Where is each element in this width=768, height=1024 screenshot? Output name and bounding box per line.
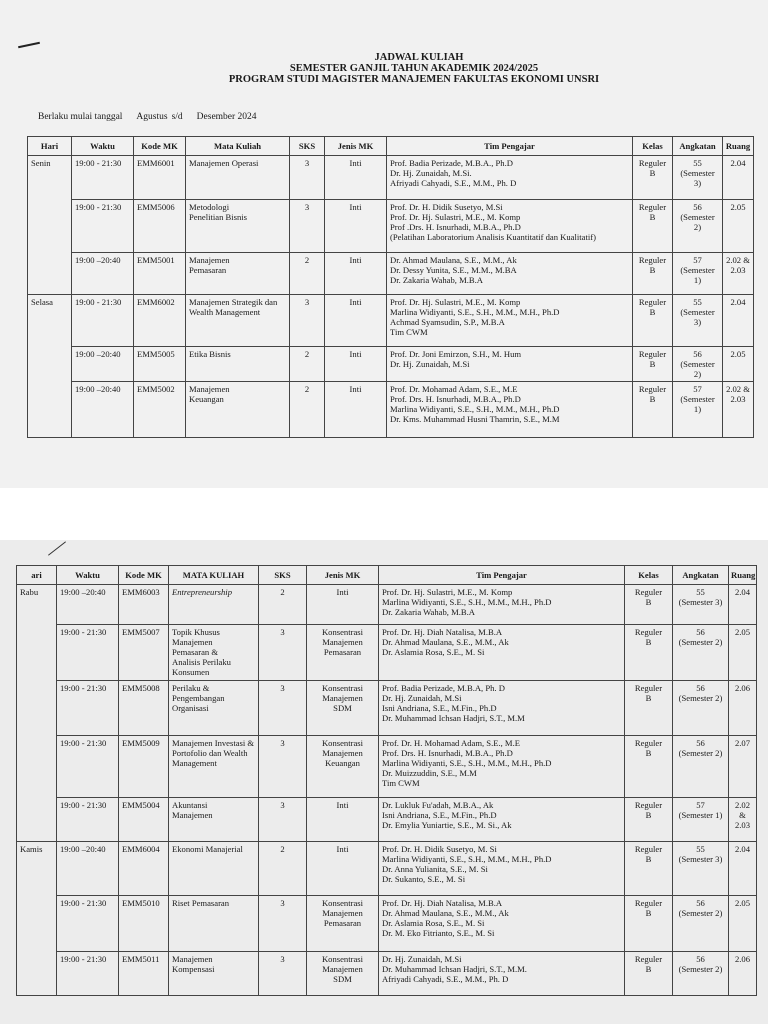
team-cell: Prof. Dr. H. Mohamad Adam, S.E., M.E Prof. Drs. H. Isnurhadi, M.B.A., Ph.D Marlina Widiyanti, S.E., S.H., M.M., M.H., Ph.D Dr. Muizzuddin, S.E., M.M Tim CWM bbox=[379, 736, 625, 798]
col-header: SKS bbox=[259, 566, 307, 585]
room-cell: 2.05 bbox=[723, 200, 754, 253]
team-cell: Dr. Lukluk Fu'adah, M.B.A., Ak Isni Andriana, S.E., M.Fin., Ph.D Dr. Emylia Yuniartie, S.E., M. Si., Ak bbox=[379, 798, 625, 842]
col-header: Angkatan bbox=[673, 137, 723, 156]
team-cell: Prof. Dr. Joni Emirzon, S.H., M. Hum Dr. Hj. Zunaidah, M.Si bbox=[387, 347, 633, 382]
col-header: Mata Kuliah bbox=[186, 137, 290, 156]
course-cell: Perilaku & Pengembangan Organisasi bbox=[169, 681, 259, 736]
code-cell: EMM5004 bbox=[119, 798, 169, 842]
type-cell: Inti bbox=[325, 295, 387, 347]
time-cell: 19:00 - 21:30 bbox=[57, 736, 119, 798]
cohort-cell: 56 (Semester 2) bbox=[673, 952, 729, 996]
col-header: Kelas bbox=[625, 566, 673, 585]
type-cell: Inti bbox=[325, 382, 387, 438]
day-cell: Senin bbox=[28, 156, 72, 295]
col-header: Ruang bbox=[729, 566, 757, 585]
room-cell: 2.02 & 2.03 bbox=[729, 798, 757, 842]
type-cell: Inti bbox=[325, 347, 387, 382]
code-cell: EMM6004 bbox=[119, 842, 169, 896]
sks-cell: 3 bbox=[259, 625, 307, 681]
room-cell: 2.04 bbox=[729, 842, 757, 896]
col-header: Ruang bbox=[723, 137, 754, 156]
validity-from: Agustus bbox=[136, 112, 168, 122]
team-cell: Prof. Dr. H. Didik Susetyo, M. Si Marlina Widiyanti, S.E., S.H., M.M., M.H., Ph.D Dr. Anna Yulianita, S.E., M. Si Dr. Sukanto, S.E., M. Si bbox=[379, 842, 625, 896]
course-cell: Etika Bisnis bbox=[186, 347, 290, 382]
cohort-cell: 56 (Semester 2) bbox=[673, 736, 729, 798]
course-cell: Metodologi Penelitian Bisnis bbox=[186, 200, 290, 253]
class-cell: Reguler B bbox=[625, 625, 673, 681]
class-cell: Reguler B bbox=[625, 681, 673, 736]
cohort-cell: 55 (Semester 3) bbox=[673, 842, 729, 896]
class-cell: Reguler B bbox=[633, 382, 673, 438]
room-cell: 2.02 & 2.03 bbox=[723, 253, 754, 295]
time-cell: 19:00 –20:40 bbox=[72, 253, 134, 295]
col-header: Tim Pengajar bbox=[379, 566, 625, 585]
code-cell: EMM5009 bbox=[119, 736, 169, 798]
course-cell: Riset Pemasaran bbox=[169, 896, 259, 952]
class-cell: Reguler B bbox=[633, 253, 673, 295]
table-row bbox=[17, 842, 757, 896]
validity-line bbox=[38, 112, 271, 122]
time-cell: 19:00 –20:40 bbox=[72, 382, 134, 438]
sks-cell: 3 bbox=[259, 896, 307, 952]
cohort-cell: 56 (Semester 2) bbox=[673, 347, 723, 382]
cohort-cell: 55 (Semester 3) bbox=[673, 156, 723, 200]
time-cell: 19:00 –20:40 bbox=[57, 842, 119, 896]
validity-sep: s/d bbox=[171, 112, 183, 122]
table-header-row bbox=[28, 137, 754, 156]
room-cell: 2.06 bbox=[729, 681, 757, 736]
sks-cell: 2 bbox=[290, 253, 325, 295]
time-cell: 19:00 –20:40 bbox=[72, 347, 134, 382]
sks-cell: 3 bbox=[259, 952, 307, 996]
type-cell: Konsentrasi Manajemen Pemasaran bbox=[307, 625, 379, 681]
team-cell: Dr. Hj. Zunaidah, M.Si Dr. Muhammad Ichsan Hadjri, S.T., M.M. Afriyadi Cahyadi, S.E., M.M., Ph. D bbox=[379, 952, 625, 996]
table-row bbox=[17, 798, 757, 842]
col-header: Kelas bbox=[633, 137, 673, 156]
class-cell: Reguler B bbox=[633, 200, 673, 253]
time-cell: 19:00 - 21:30 bbox=[72, 200, 134, 253]
col-header: MATA KULIAH bbox=[169, 566, 259, 585]
heading-program: PROGRAM STUDI MAGISTER MANAJEMEN FAKULTAS EKONOMI UNSRI bbox=[228, 74, 600, 85]
code-cell: EMM6001 bbox=[134, 156, 186, 200]
table-row bbox=[17, 952, 757, 996]
room-cell: 2.05 bbox=[729, 625, 757, 681]
time-cell: 19:00 - 21:30 bbox=[72, 295, 134, 347]
col-header: Waktu bbox=[57, 566, 119, 585]
day-cell: Selasa bbox=[28, 295, 72, 438]
class-cell: Reguler B bbox=[625, 952, 673, 996]
validity-label: Berlaku mulai tanggal bbox=[38, 112, 123, 122]
sks-cell: 3 bbox=[259, 681, 307, 736]
cohort-cell: 56 (Semester 2) bbox=[673, 200, 723, 253]
team-cell: Prof. Dr. Mohamad Adam, S.E., M.E Prof. Drs. H. Isnurhadi, M.B.A., Ph.D Marlina Widiyanti, S.E., S.H., M.M., M.H., Ph.D Dr. Kms. Muhammad Husni Thamrin, S.E., M.M bbox=[387, 382, 633, 438]
sks-cell: 3 bbox=[290, 156, 325, 200]
col-header: Angkatan bbox=[673, 566, 729, 585]
type-cell: Inti bbox=[325, 156, 387, 200]
class-cell: Reguler B bbox=[625, 842, 673, 896]
course-cell: Manajemen Keuangan bbox=[186, 382, 290, 438]
room-cell: 2.05 bbox=[729, 896, 757, 952]
course-cell: Ekonomi Manajerial bbox=[169, 842, 259, 896]
code-cell: EMM5010 bbox=[119, 896, 169, 952]
type-cell: Konsentrasi Manajemen Pemasaran bbox=[307, 896, 379, 952]
type-cell: Konsentrasi Manajemen Keuangan bbox=[307, 736, 379, 798]
team-cell: Dr. Ahmad Maulana, S.E., M.M., Ak Dr. Dessy Yunita, S.E., M.M., M.BA Dr. Zakaria Wahab, M.B.A bbox=[387, 253, 633, 295]
day-cell: Rabu bbox=[17, 585, 57, 842]
validity-to: Desember 2024 bbox=[196, 112, 257, 122]
table-row bbox=[28, 253, 754, 295]
code-cell: EMM5002 bbox=[134, 382, 186, 438]
time-cell: 19:00 - 21:30 bbox=[57, 798, 119, 842]
cohort-cell: 57 (Semester 1) bbox=[673, 253, 723, 295]
sks-cell: 3 bbox=[290, 200, 325, 253]
code-cell: EMM5006 bbox=[134, 200, 186, 253]
class-cell: Reguler B bbox=[633, 156, 673, 200]
time-cell: 19:00 - 21:30 bbox=[57, 952, 119, 996]
class-cell: Reguler B bbox=[633, 295, 673, 347]
course-cell: Manajemen Investasi & Portofolio dan Wealth Management bbox=[169, 736, 259, 798]
team-cell: Prof. Badia Perizade, M.B.A, Ph. D Dr. Hj. Zunaidah, M.Si Isni Andriana, S.E., M.Fin., Ph.D Dr. Muhammad Ichsan Hadjri, S.T., M.M bbox=[379, 681, 625, 736]
heading-semester: SEMESTER GANJIL TAHUN AKADEMIK 2024/2025 bbox=[289, 63, 539, 74]
cohort-cell: 56 (Semester 2) bbox=[673, 896, 729, 952]
sks-cell: 2 bbox=[259, 842, 307, 896]
code-cell: EMM5005 bbox=[134, 347, 186, 382]
time-cell: 19:00 - 21:30 bbox=[57, 625, 119, 681]
team-cell: Prof. Dr. H. Didik Susetyo, M.Si Prof. Dr. Hj. Sulastri, M.E., M. Komp Prof .Drs. H. Isnurhadi, M.B.A., Ph.D (Pelatihan Laboratorium Analisis Kuantitatif dan Kualitatif) bbox=[387, 200, 633, 253]
type-cell: Inti bbox=[307, 585, 379, 625]
cohort-cell: 57 (Semester 1) bbox=[673, 382, 723, 438]
type-cell: Inti bbox=[307, 798, 379, 842]
col-header: Jenis MK bbox=[325, 137, 387, 156]
table-row bbox=[17, 896, 757, 952]
col-header: Jenis MK bbox=[307, 566, 379, 585]
time-cell: 19:00 –20:40 bbox=[57, 585, 119, 625]
col-header: SKS bbox=[290, 137, 325, 156]
class-cell: Reguler B bbox=[625, 798, 673, 842]
type-cell: Konsentrasi Manajemen SDM bbox=[307, 681, 379, 736]
document-heading bbox=[0, 52, 768, 85]
code-cell: EMM5001 bbox=[134, 253, 186, 295]
sks-cell: 2 bbox=[290, 382, 325, 438]
cohort-cell: 55 (Semester 3) bbox=[673, 585, 729, 625]
course-cell: Manajemen Strategik dan Wealth Management bbox=[186, 295, 290, 347]
code-cell: EMM5008 bbox=[119, 681, 169, 736]
course-cell: Manajemen Operasi bbox=[186, 156, 290, 200]
col-header: Kode MK bbox=[134, 137, 186, 156]
time-cell: 19:00 - 21:30 bbox=[57, 896, 119, 952]
type-cell: Inti bbox=[307, 842, 379, 896]
room-cell: 2.06 bbox=[729, 952, 757, 996]
course-cell: Akuntansi Manajemen bbox=[169, 798, 259, 842]
table-header-row bbox=[17, 566, 757, 585]
table-row bbox=[17, 681, 757, 736]
pen-mark bbox=[18, 42, 40, 49]
table-row bbox=[28, 382, 754, 438]
code-cell: EMM5011 bbox=[119, 952, 169, 996]
cohort-cell: 56 (Semester 2) bbox=[673, 625, 729, 681]
col-header: Hari bbox=[28, 137, 72, 156]
col-header: Kode MK bbox=[119, 566, 169, 585]
code-cell: EMM6002 bbox=[134, 295, 186, 347]
code-cell: EMM5007 bbox=[119, 625, 169, 681]
room-cell: 2.04 bbox=[729, 585, 757, 625]
table-row bbox=[17, 736, 757, 798]
time-cell: 19:00 - 21:30 bbox=[72, 156, 134, 200]
room-cell: 2.04 bbox=[723, 295, 754, 347]
time-cell: 19:00 - 21:30 bbox=[57, 681, 119, 736]
schedule-page-2 bbox=[0, 540, 768, 1024]
col-header: Waktu bbox=[72, 137, 134, 156]
schedule-page-1 bbox=[0, 0, 768, 488]
team-cell: Prof. Dr. Hj. Diah Natalisa, M.B.A Dr. Ahmad Maulana, S.E., M.M., Ak Dr. Aslamia Rosa, S.E., M. Si Dr. M. Eko Fitrianto, S.E., M. Si bbox=[379, 896, 625, 952]
room-cell: 2.04 bbox=[723, 156, 754, 200]
sks-cell: 3 bbox=[259, 798, 307, 842]
col-header: ari bbox=[17, 566, 57, 585]
course-cell: Entrepreneurship bbox=[169, 585, 259, 625]
sks-cell: 2 bbox=[290, 347, 325, 382]
class-cell: Reguler B bbox=[625, 585, 673, 625]
table-row bbox=[28, 295, 754, 347]
table-row bbox=[28, 156, 754, 200]
class-cell: Reguler B bbox=[625, 896, 673, 952]
table-row bbox=[28, 347, 754, 382]
heading-title: JADWAL KULIAH bbox=[374, 52, 464, 63]
course-cell: Manajemen Kompensasi bbox=[169, 952, 259, 996]
course-cell: Manajemen Pemasaran bbox=[186, 253, 290, 295]
type-cell: Inti bbox=[325, 200, 387, 253]
table-row bbox=[17, 585, 757, 625]
cohort-cell: 57 (Semester 1) bbox=[673, 798, 729, 842]
sks-cell: 3 bbox=[290, 295, 325, 347]
col-header: Tim Pengajar bbox=[387, 137, 633, 156]
course-cell: Topik Khusus Manajemen Pemasaran & Analisis Perilaku Konsumen bbox=[169, 625, 259, 681]
code-cell: EMM6003 bbox=[119, 585, 169, 625]
team-cell: Prof. Badia Perizade, M.B.A., Ph.D Dr. Hj. Zunaidah, M.Si. Afriyadi Cahyadi, S.E., M.M., Ph. D bbox=[387, 156, 633, 200]
room-cell: 2.02 & 2.03 bbox=[723, 382, 754, 438]
team-cell: Prof. Dr. Hj. Sulastri, M.E., M. Komp Marlina Widiyanti, S.E., S.H., M.M., M.H., Ph.D Achmad Syamsudin, S.P., M.B.A Tim CWM bbox=[387, 295, 633, 347]
schedule-table-2 bbox=[16, 565, 757, 996]
team-cell: Prof. Dr. Hj. Sulastri, M.E., M. Komp Marlina Widiyanti, S.E., S.H., M.M., M.H., Ph.D Dr. Zakaria Wahab, M.B.A bbox=[379, 585, 625, 625]
table-row bbox=[17, 625, 757, 681]
day-cell: Kamis bbox=[17, 842, 57, 996]
schedule-table-1 bbox=[27, 136, 754, 438]
cohort-cell: 56 (Semester 2) bbox=[673, 681, 729, 736]
sks-cell: 2 bbox=[259, 585, 307, 625]
class-cell: Reguler B bbox=[625, 736, 673, 798]
room-cell: 2.07 bbox=[729, 736, 757, 798]
type-cell: Konsentrasi Manajemen SDM bbox=[307, 952, 379, 996]
type-cell: Inti bbox=[325, 253, 387, 295]
cohort-cell: 55 (Semester 3) bbox=[673, 295, 723, 347]
room-cell: 2.05 bbox=[723, 347, 754, 382]
table-row bbox=[28, 200, 754, 253]
class-cell: Reguler B bbox=[633, 347, 673, 382]
sks-cell: 3 bbox=[259, 736, 307, 798]
team-cell: Prof. Dr. Hj. Diah Natalisa, M.B.A Dr. Ahmad Maulana, S.E., M.M., Ak Dr. Aslamia Rosa, S.E., M. Si bbox=[379, 625, 625, 681]
